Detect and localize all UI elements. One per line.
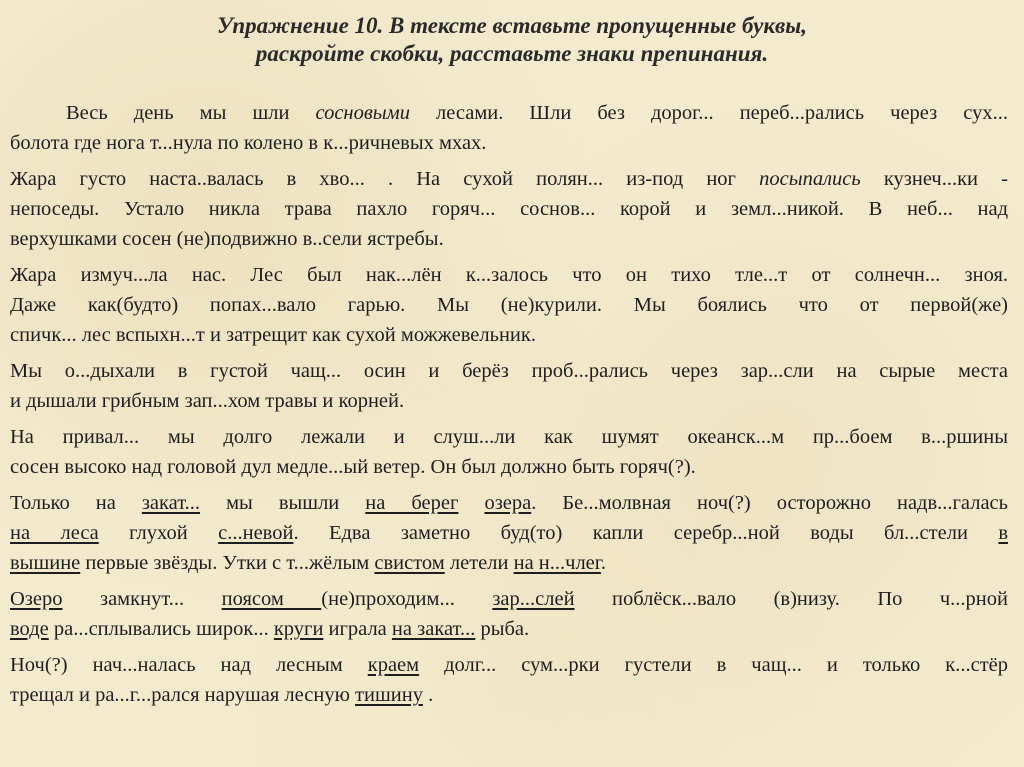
text-line — [10, 650, 1008, 680]
text-segment: . Бе...молвная ноч(?) осторожно надв...галась — [531, 492, 1008, 514]
underlined-word: поясом — [221, 588, 322, 610]
text-line — [10, 452, 1008, 482]
text-line — [10, 488, 1008, 518]
text-segment: мы вышли — [200, 492, 366, 514]
text-segment: Весь день мы шли — [66, 102, 316, 124]
underlined-word: тишину — [355, 684, 423, 706]
paragraph — [10, 422, 1008, 482]
paragraph — [10, 260, 1008, 350]
text-line — [10, 584, 1008, 614]
underlined-word: озера — [484, 492, 532, 514]
underlined-word: в — [998, 522, 1008, 544]
text-segment: Даже как(будто) попах...вало гарью. Мы (не)курили. Мы боялись что от первой(же) — [10, 294, 1008, 316]
text-line — [10, 386, 1008, 416]
underlined-word: вышине — [10, 552, 81, 574]
text-line — [10, 680, 1008, 710]
text-segment: . Едва заметно буд(то) капли серебр...ной воды бл...стели — [293, 522, 999, 544]
title-line: раскройте скобки, расставьте знаки препинания. — [255, 41, 769, 66]
text-segment: Ноч(?) нач...налась над лесным — [10, 654, 368, 676]
text-segment: . — [422, 684, 434, 706]
text-line — [10, 614, 1008, 644]
italic-word: посыпались — [759, 168, 861, 190]
text-segment — [458, 492, 484, 514]
text-line — [10, 290, 1008, 320]
text-segment: трещал и ра...г...рался нарушая лесную — [10, 684, 356, 706]
exercise-text — [10, 98, 1008, 716]
text-segment: кузнеч...ки - — [860, 168, 1008, 190]
underlined-word: свистом — [374, 552, 445, 574]
text-line — [10, 128, 1008, 158]
text-segment: болота где нога т...нула по колено в к...ричневых мхах. — [10, 132, 487, 154]
paragraph — [10, 356, 1008, 416]
text-line — [10, 224, 1008, 254]
paragraph — [10, 98, 1008, 158]
text-segment: непоседы. Устало никла трава пахло горяч... соснов... корой и земл...никой. В неб... над — [10, 198, 1008, 220]
underlined-word: на берег — [365, 492, 459, 514]
underlined-word: круги — [273, 618, 324, 640]
text-segment: верхушками сосен (не)подвижно в..сели ястребы. — [10, 228, 444, 250]
text-segment: долг... сум...рки густели в чащ... и только к...стёр — [419, 654, 1008, 676]
paragraph — [10, 650, 1008, 710]
text-segment: летели — [444, 552, 514, 574]
text-segment: Жара густо наста..валась в хво... . На сухой полян... из-под ног — [10, 168, 760, 190]
text-line — [10, 98, 1008, 128]
text-line — [10, 356, 1008, 386]
text-segment: На привал... мы долго лежали и слуш...ли как шумят океанск...м пр...боем в...ршины — [10, 426, 1008, 448]
text-line — [10, 164, 1008, 194]
text-segment: рыба. — [475, 618, 530, 640]
text-segment: Только на — [10, 492, 142, 514]
text-line — [10, 548, 1008, 578]
text-segment: играла — [323, 618, 392, 640]
exercise-title — [0, 12, 1024, 68]
underlined-word: краем — [367, 654, 420, 676]
text-segment: Жара измуч...ла нас. Лес был нак...лён к...залось что он тихо тле...т от солнечн... зноя. — [10, 264, 1008, 286]
underlined-word: закат... — [141, 492, 201, 514]
text-line — [10, 422, 1008, 452]
text-segment: (не)проходим... — [321, 588, 493, 610]
text-line — [10, 260, 1008, 290]
text-segment: ра...сплывались широк... — [48, 618, 274, 640]
underlined-word: с...невой — [218, 522, 294, 544]
paragraph — [10, 488, 1008, 578]
text-segment: Мы о...дыхали в густой чащ... осин и берёз проб...рались через зар...сли на сырые места — [10, 360, 1008, 382]
title-line: Упражнение 10. В тексте вставьте пропущенные буквы, — [216, 13, 807, 38]
text-line — [10, 194, 1008, 224]
underlined-word: воде — [10, 618, 49, 640]
text-segment: и дышали грибным зап...хом травы и корней. — [10, 390, 405, 412]
text-segment: первые звёзды. Утки с т...жёлым — [80, 552, 375, 574]
underlined-word: на н...члег — [513, 552, 601, 574]
underlined-word: на леса — [10, 522, 99, 544]
paragraph — [10, 164, 1008, 254]
text-segment: замкнут... — [62, 588, 222, 610]
text-segment: . — [600, 552, 606, 574]
text-segment: лесами. Шли без дорог... переб...рались через сух... — [409, 102, 1008, 124]
underlined-word: Озеро — [10, 588, 63, 610]
text-line — [10, 518, 1008, 548]
paragraph — [10, 584, 1008, 644]
text-segment: поблёск...вало (в)низу. По ч...рной — [574, 588, 1008, 610]
text-segment: спичк... лес вспыхн...т и затрещит как сухой можжевельник. — [10, 324, 536, 346]
text-segment: сосен высоко над головой дул медле...ый ветер. Он был должно быть горяч(?). — [10, 456, 696, 478]
italic-word: сосновыми — [315, 102, 410, 124]
text-line — [10, 320, 1008, 350]
text-segment: глухой — [98, 522, 219, 544]
underlined-word: на закат... — [391, 618, 476, 640]
underlined-word: зар...слей — [492, 588, 575, 610]
